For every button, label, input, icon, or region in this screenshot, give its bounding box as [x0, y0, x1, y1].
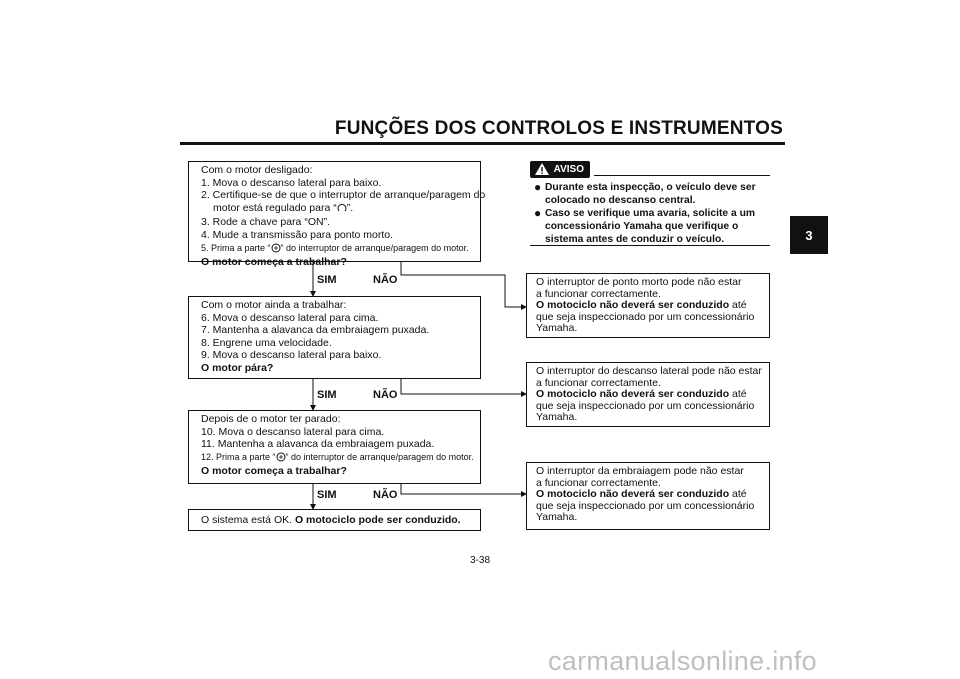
box3-line: 10. Mova o descanso lateral para cima. — [201, 425, 385, 438]
aviso-label: AVISO — [553, 164, 584, 175]
page-number: 3-38 — [469, 555, 490, 566]
result-box-3: O interruptor da embraiagem pode não estar a funcionar correctamente. O motociclo não deverá ser conduzido até que seja inspeccionado por um concessionário Yamaha. — [526, 462, 770, 530]
bullet-icon: ● — [534, 206, 542, 220]
box1-line: 4. Mude a transmissão para ponto morto. — [201, 228, 394, 241]
chapter-tab: 3 — [790, 216, 828, 254]
result-box-1: O interruptor de ponto morto pode não estar a funcionar correctamente. O motociclo não deverá ser conduzido até que seja inspeccionado por um concessionário Yamaha. — [526, 273, 770, 338]
box2-line: 8. Engrene uma velocidade. — [201, 336, 332, 349]
start-switch-icon — [271, 243, 281, 257]
result-box-2: O interruptor do descanso lateral pode não estar a funcionar correctamente. O motociclo não deverá ser conduzido até que seja inspeccionado por um concessionário Yamaha. — [526, 362, 770, 427]
sim-label-3: SIM — [317, 489, 337, 501]
box1-line: 3. Rode a chave para “ON”. — [201, 216, 330, 229]
box3-question: O motor começa a trabalhar? — [201, 465, 347, 478]
warning-list — [534, 181, 770, 246]
step-box-1 — [188, 161, 486, 269]
box1-line: 2. Certifique-se de que o interruptor de arranque/paragem do — [201, 189, 486, 202]
aviso-badge — [530, 161, 590, 178]
box3-line: Depois de o motor ter parado: — [201, 413, 341, 425]
box1-line: Com o motor desligado: — [201, 164, 313, 176]
page-title: FUNÇÕES DOS CONTROLOS E INSTRUMENTOS — [334, 118, 783, 139]
box1-line: motor está regulado para “ ”. — [201, 202, 468, 217]
warning-item: ● Caso se verifique uma avaria, solicite a um concessionário Yamaha que verifique o sistema antes de conduzir o veículo. — [534, 206, 756, 245]
sim-label-2: SIM — [317, 389, 337, 401]
ok-prefix: O sistema está OK. — [201, 514, 293, 526]
box2-line: 6. Mova o descanso lateral para cima. — [201, 311, 379, 324]
nao-label-1: NÃO — [373, 274, 398, 286]
box1-line: 1. Mova o descanso lateral para baixo. — [201, 176, 382, 189]
step-box-2 — [188, 296, 481, 379]
box2-line: Com o motor ainda a trabalhar: — [201, 299, 347, 311]
nao-arrow-3 — [401, 484, 526, 494]
nao-label-2: NÃO — [373, 389, 398, 401]
warning-triangle-icon — [534, 162, 550, 179]
nao-arrow-2 — [401, 379, 526, 394]
box2-line: 7. Mantenha a alavanca da embraiagem puxada. — [201, 324, 430, 337]
step-box-3 — [188, 410, 481, 484]
aviso-rule — [594, 175, 770, 176]
box3-line: 12. Prima a parte “ ” do interruptor de arranque/paragem do motor. — [201, 451, 468, 466]
box1-line: 5. Prima a parte “ ” do interruptor de arranque/paragem do motor. — [201, 242, 468, 257]
nao-label-3: NÃO — [373, 489, 398, 501]
warning-item: ● Durante esta inspecção, o veículo deve ser colocado no descanso central. — [534, 180, 756, 206]
box2-question: O motor pára? — [201, 361, 274, 374]
box1-question: O motor começa a trabalhar? — [201, 256, 347, 269]
aviso-bottom-rule — [530, 245, 770, 246]
box2-line: 9. Mova o descanso lateral para baixo. — [201, 349, 382, 362]
bullet-icon: ● — [534, 180, 542, 194]
watermark: carmanualsonline.info — [548, 646, 817, 676]
ok-bold: O motociclo pode ser conduzido. — [294, 514, 461, 526]
step-box-ok — [188, 509, 481, 531]
start-switch-icon — [276, 452, 286, 466]
box3-line: 11. Mantenha a alavanca da embraiagem puxada. — [201, 438, 435, 451]
sim-label-1: SIM — [317, 274, 337, 286]
run-switch-icon — [337, 203, 347, 217]
